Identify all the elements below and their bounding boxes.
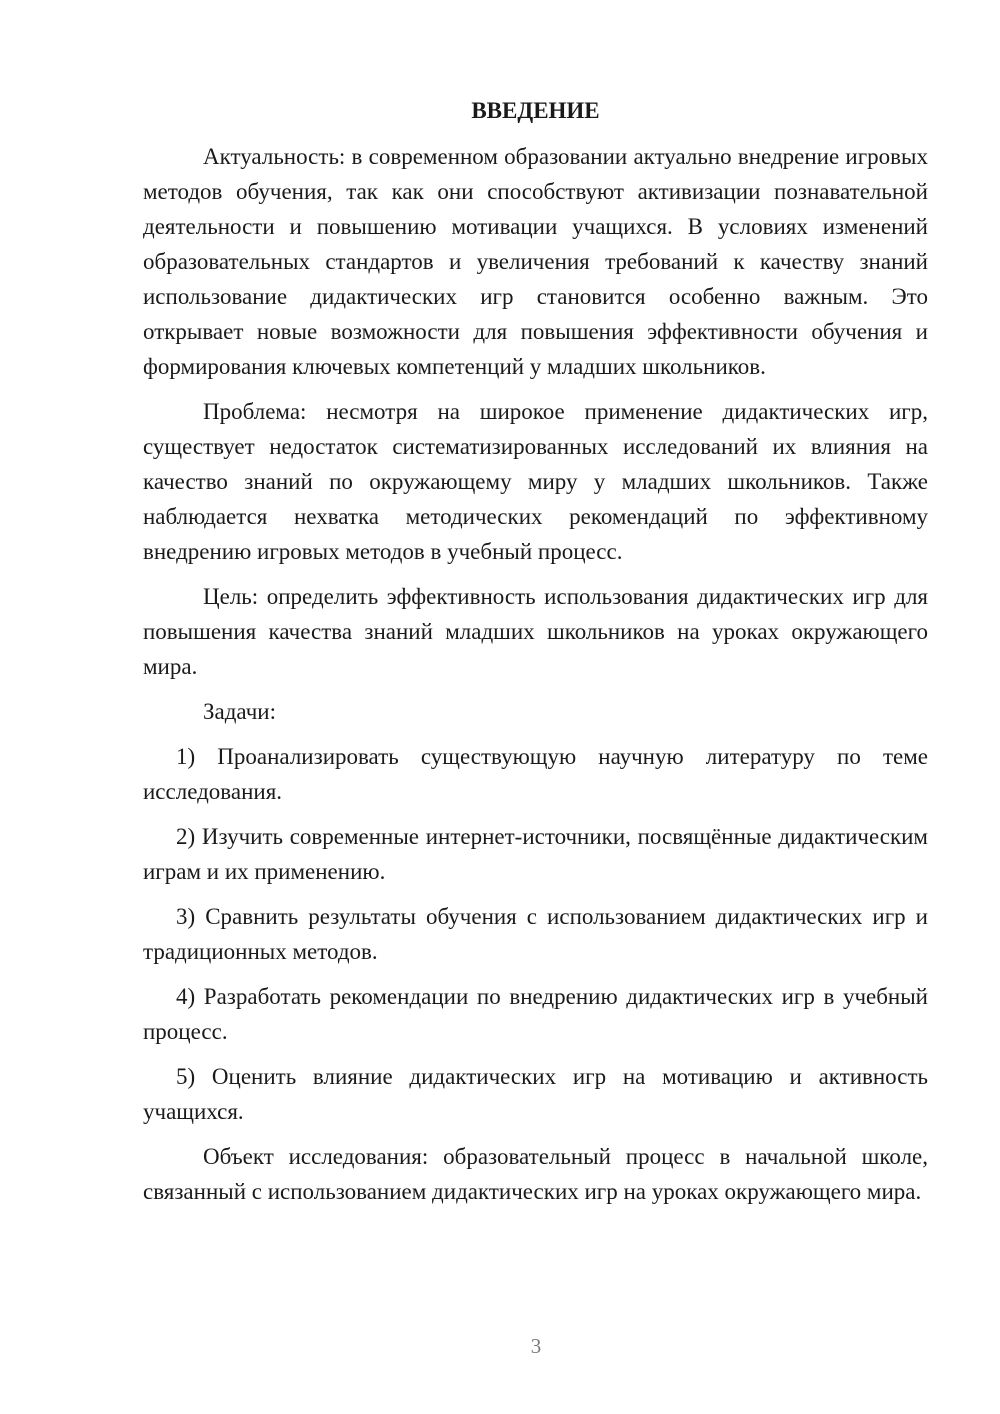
page-number: 3 (530, 1334, 542, 1358)
page-content (143, 95, 928, 1209)
task-item-2: 2) Изучить современные интернет-источники, посвящённые дидактическим играм и их применению. (143, 824, 928, 884)
task-item-1: 1) Проанализировать существующую научную литературу по теме исследования. (143, 744, 928, 804)
task-item-5: 5) Оценить влияние дидактических игр на мотивацию и активность учащихся. (143, 1064, 928, 1124)
goal-paragraph: Цель: определить эффективность использования дидактических игр для повышения качества знаний младших школьников на уроках окружающего мира. (143, 584, 928, 679)
tasks-heading: Задачи: (203, 699, 276, 724)
problem-paragraph: Проблема: несмотря на широкое применение дидактических игр, существует недостаток систематизированных исследований их влияния на качество знаний по окружающему миру у младших школьников. Также наблюдается нехватка методических рекомендаций по эффективному внедрению игровых методов в учебный процесс. (143, 399, 928, 564)
task-item-3: 3) Сравнить результаты обучения с использованием дидактических игр и традиционных методов. (143, 904, 928, 964)
relevance-paragraph: Актуальность: в современном образовании актуально внедрение игровых методов обучения, так как они способствуют активизации познавательной деятельности и повышению мотивации учащихся. В условиях изменений образовательных стандартов и увеличения требований к качеству знаний использование дидактических игр становится особенно важным. Это открывает новые возможности для повышения эффективности обучения и формирования ключевых компетенций у младших школьников. (143, 144, 928, 379)
object-paragraph: Объект исследования: образовательный процесс в начальной школе, связанный с использованием дидактических игр на уроках окружающего мира. (143, 1144, 928, 1204)
section-title: ВВЕДЕНИЕ (471, 98, 600, 123)
task-item-4: 4) Разработать рекомендации по внедрению дидактических игр в учебный процесс. (143, 984, 928, 1044)
